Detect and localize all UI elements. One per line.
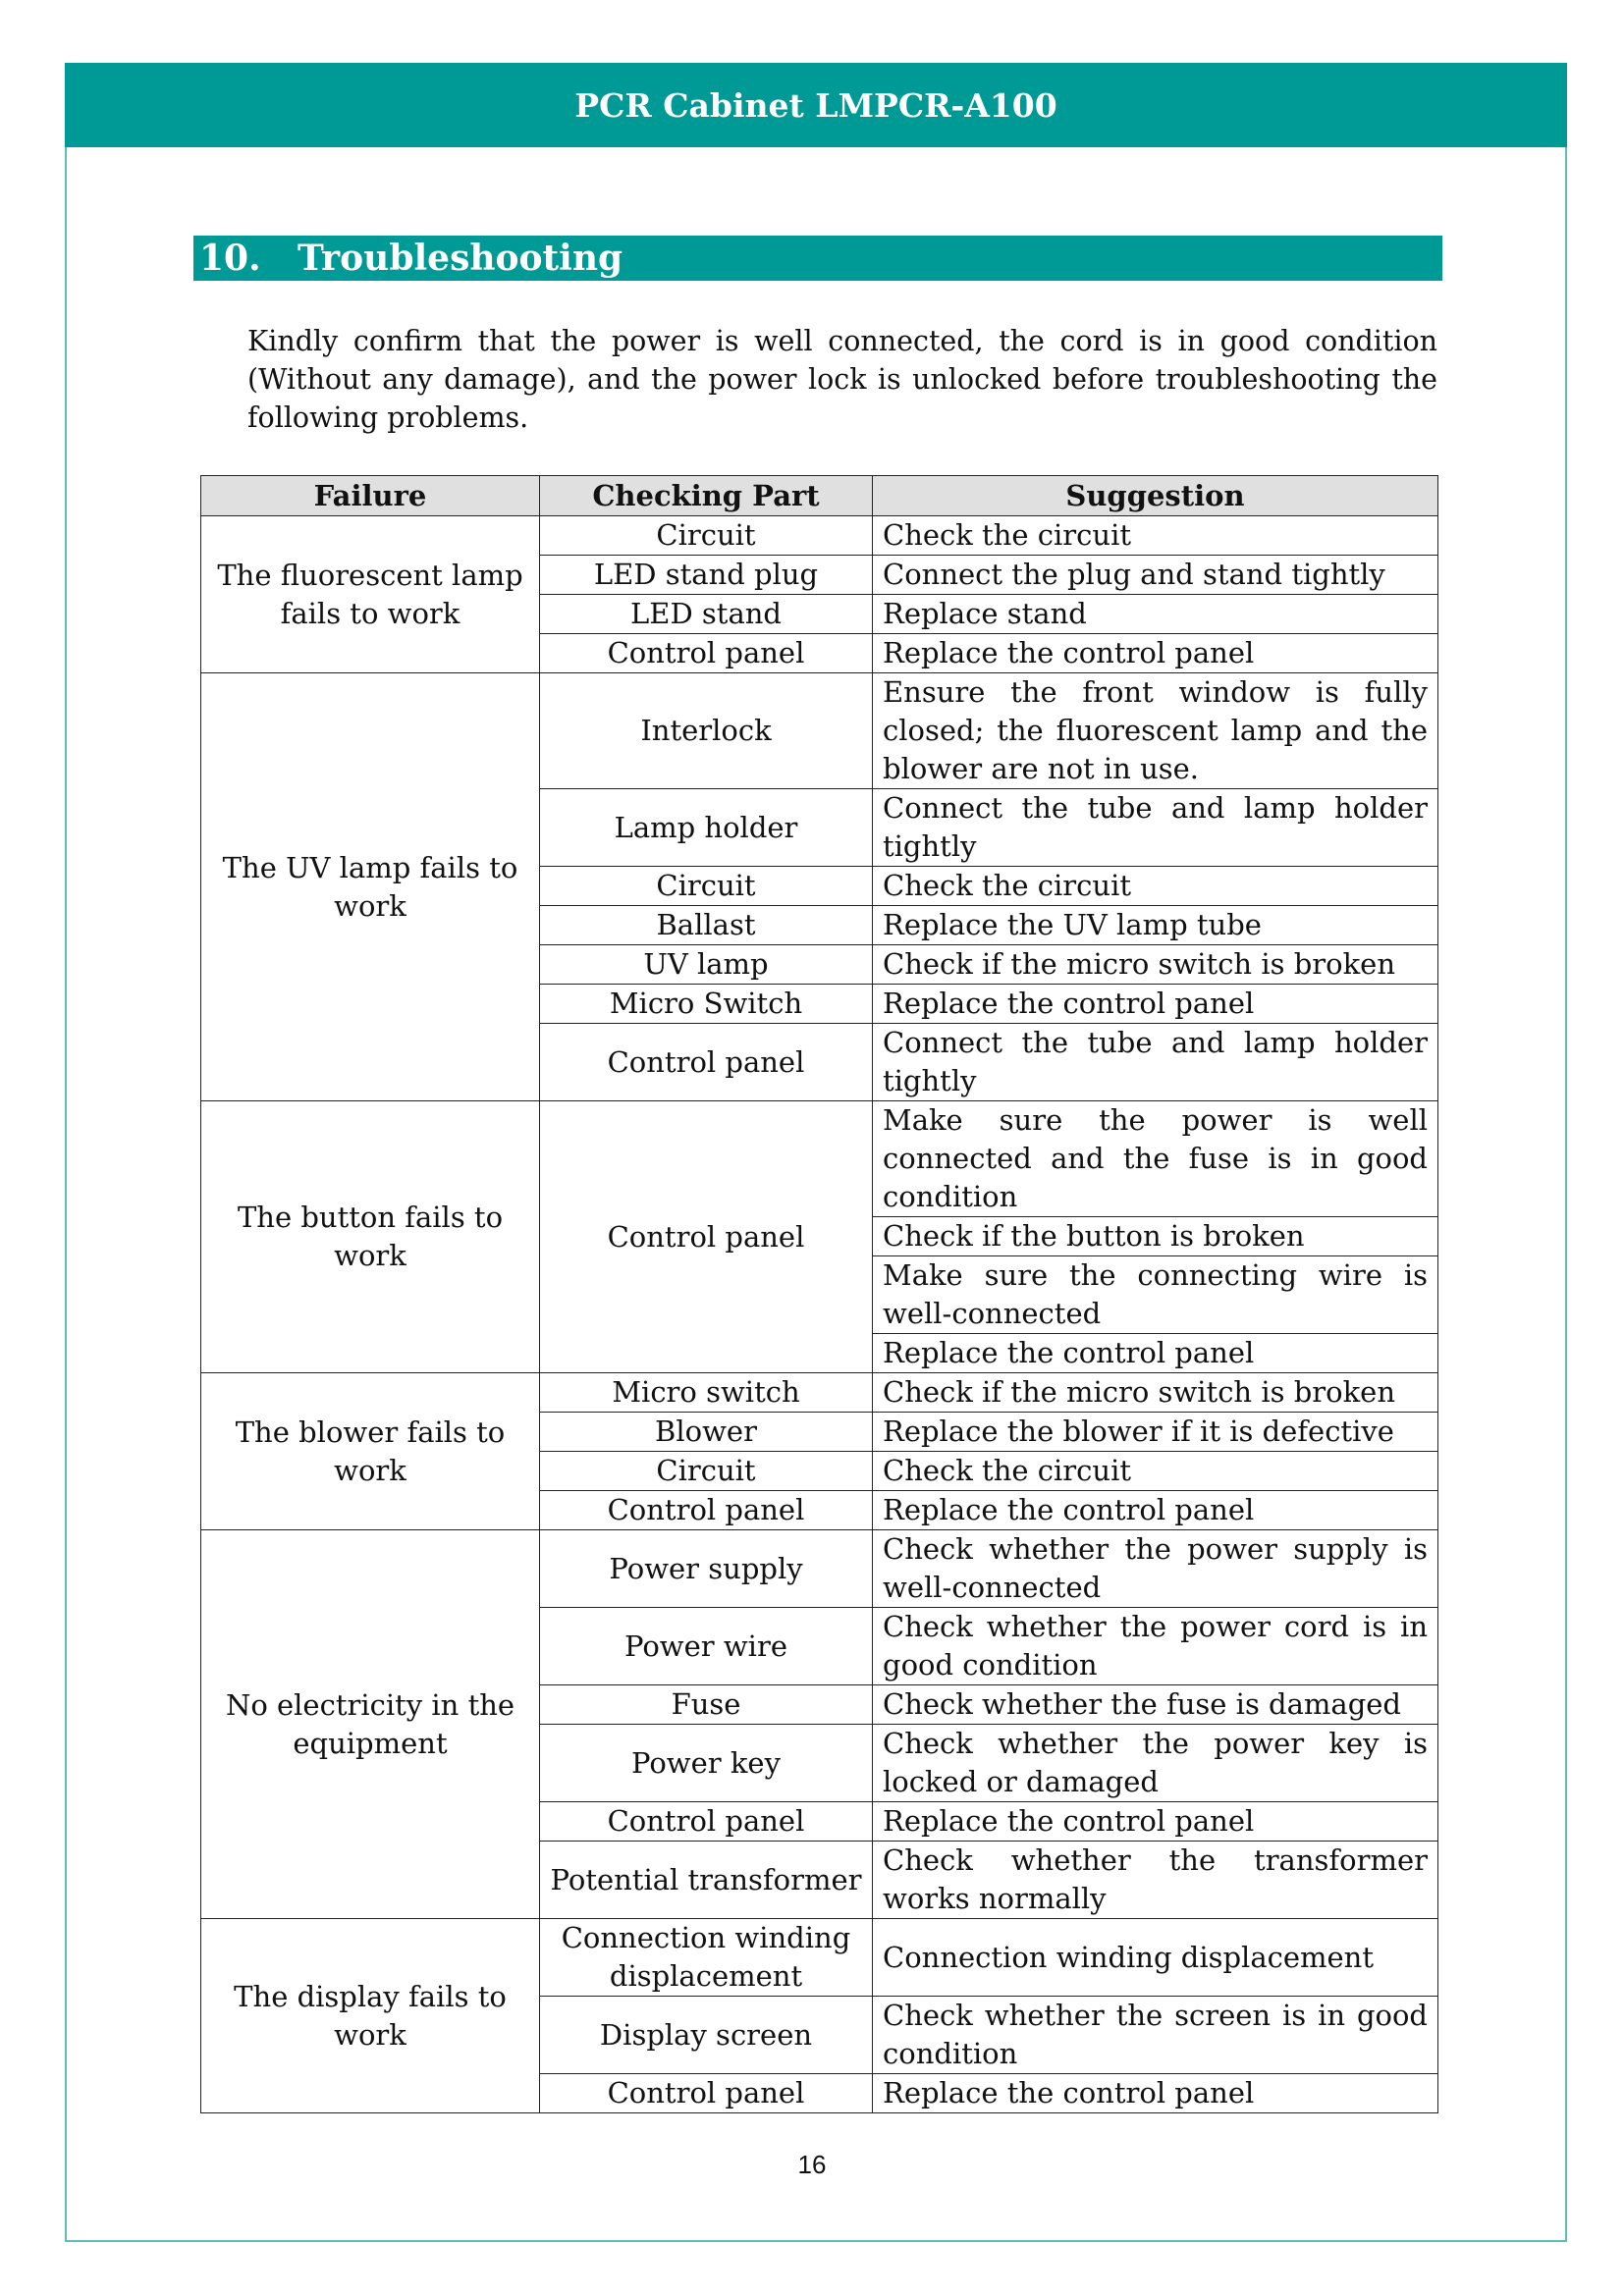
part-cell: Power key xyxy=(540,1725,873,1802)
suggestion-cell: Replace the UV lamp tube xyxy=(873,906,1438,945)
part-cell: UV lamp xyxy=(540,945,873,985)
table-row xyxy=(201,516,1438,556)
table-header-row xyxy=(201,476,1438,516)
failure-cell: No electricity in the equipment xyxy=(201,1530,540,1919)
part-cell: Blower xyxy=(540,1413,873,1452)
failure-cell: The blower fails to work xyxy=(201,1373,540,1530)
section-heading xyxy=(193,236,1442,281)
table-row xyxy=(201,1919,1438,1997)
table-row xyxy=(201,1530,1438,1608)
suggestion-cell: Connect the plug and stand tightly xyxy=(873,556,1438,595)
part-cell: Power wire xyxy=(540,1608,873,1685)
part-cell: Ballast xyxy=(540,906,873,945)
part-cell: Connection winding displacement xyxy=(540,1919,873,1997)
part-cell: Display screen xyxy=(540,1997,873,2074)
suggestion-cell: Replace the control panel xyxy=(873,1802,1438,1842)
part-cell: Potential transformer xyxy=(540,1842,873,1919)
section-number: 10. xyxy=(199,238,261,279)
suggestion-cell: Check whether the fuse is damaged xyxy=(873,1685,1438,1725)
part-cell: Control panel xyxy=(540,634,873,673)
header-suggestion: Suggestion xyxy=(873,476,1438,516)
table-row xyxy=(201,1101,1438,1217)
document-header xyxy=(65,63,1567,147)
table-row xyxy=(201,673,1438,789)
suggestion-cell: Check if the micro switch is broken xyxy=(873,945,1438,985)
part-cell: Power supply xyxy=(540,1530,873,1608)
suggestion-cell: Replace the control panel xyxy=(873,2074,1438,2113)
suggestion-cell: Check whether the power key is locked or damaged xyxy=(873,1725,1438,1802)
suggestion-cell: Replace the blower if it is defective xyxy=(873,1413,1438,1452)
failure-cell: The UV lamp fails to work xyxy=(201,673,540,1101)
part-cell: Circuit xyxy=(540,867,873,906)
part-cell: Micro Switch xyxy=(540,985,873,1024)
page-number: 16 xyxy=(797,2150,827,2179)
suggestion-cell: Check if the button is broken xyxy=(873,1217,1438,1256)
part-cell: Control panel xyxy=(540,2074,873,2113)
suggestion-cell: Check the circuit xyxy=(873,516,1438,556)
part-cell: Control panel xyxy=(540,1024,873,1101)
part-cell: Fuse xyxy=(540,1685,873,1725)
suggestion-cell: Replace the control panel xyxy=(873,1334,1438,1373)
suggestion-cell: Make sure the connecting wire is well-connected xyxy=(873,1256,1438,1334)
header-checking-part: Checking Part xyxy=(540,476,873,516)
table-row xyxy=(201,1373,1438,1413)
suggestion-cell: Replace the control panel xyxy=(873,985,1438,1024)
suggestion-cell: Connect the tube and lamp holder tightly xyxy=(873,1024,1438,1101)
suggestion-cell: Ensure the front window is fully closed; the fluorescent lamp and the blower are not in use. xyxy=(873,673,1438,789)
suggestion-cell: Check the circuit xyxy=(873,867,1438,906)
suggestion-cell: Check if the micro switch is broken xyxy=(873,1373,1438,1413)
suggestion-cell: Make sure the power is well connected and the fuse is in good condition xyxy=(873,1101,1438,1217)
failure-cell: The fluorescent lamp fails to work xyxy=(201,516,540,673)
suggestion-cell: Replace the control panel xyxy=(873,634,1438,673)
suggestion-cell: Connection winding displacement xyxy=(873,1919,1438,1997)
section-title: Troubleshooting xyxy=(298,238,623,279)
part-cell: Control panel xyxy=(540,1101,873,1373)
failure-cell: The display fails to work xyxy=(201,1919,540,2113)
part-cell: Circuit xyxy=(540,516,873,556)
suggestion-cell: Check whether the power supply is well-connected xyxy=(873,1530,1438,1608)
table-header xyxy=(201,476,1438,516)
document-title: PCR Cabinet LMPCR-A100 xyxy=(574,85,1057,125)
suggestion-cell: Replace stand xyxy=(873,595,1438,634)
part-cell: Control panel xyxy=(540,1491,873,1530)
failure-cell: The button fails to work xyxy=(201,1101,540,1373)
part-cell: LED stand plug xyxy=(540,556,873,595)
part-cell: Circuit xyxy=(540,1452,873,1491)
suggestion-cell: Connect the tube and lamp holder tightly xyxy=(873,789,1438,867)
suggestion-cell: Replace the control panel xyxy=(873,1491,1438,1530)
part-cell: Micro switch xyxy=(540,1373,873,1413)
suggestion-cell: Check whether the screen is in good condition xyxy=(873,1997,1438,2074)
part-cell: LED stand xyxy=(540,595,873,634)
suggestion-cell: Check whether the power cord is in good condition xyxy=(873,1608,1438,1685)
part-cell: Interlock xyxy=(540,673,873,789)
troubleshooting-table xyxy=(200,475,1438,2113)
suggestion-cell: Check the circuit xyxy=(873,1452,1438,1491)
suggestion-cell: Check whether the transformer works normally xyxy=(873,1842,1438,1919)
part-cell: Lamp holder xyxy=(540,789,873,867)
intro-paragraph: Kindly confirm that the power is well connected, the cord is in good condition (Without any damage), and the power lock is unlocked before troubleshooting the following problems. xyxy=(247,325,1437,434)
header-failure: Failure xyxy=(201,476,540,516)
part-cell: Control panel xyxy=(540,1802,873,1842)
